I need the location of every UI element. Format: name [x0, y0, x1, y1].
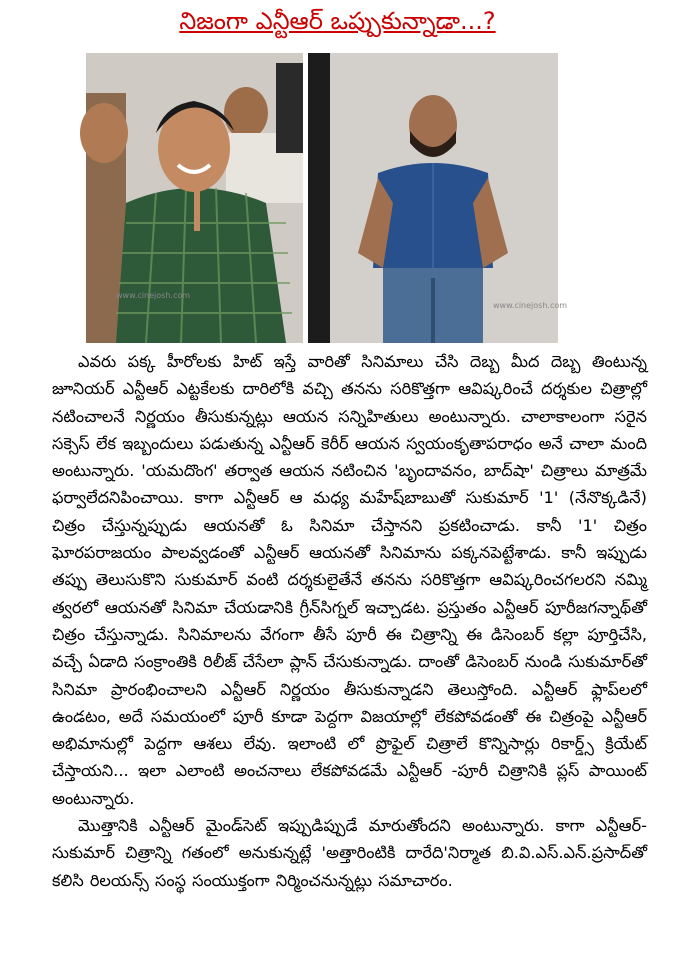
sukumar-photo [308, 53, 568, 343]
article-paragraph: మొత్తానికి ఎన్టీఆర్ మైండ్‌సెట్ ఇప్పుడిప్పుడే మారుతోందని అంటున్నారు. కాగా ఎన్టీఆర్-సుకుమార్ చిత్రాన్ని గతంలో అనుకున్నట్లే 'అత్తారింటికి దారేది'నిర్మాత బి.వి.ఎస్.ఎన్.ప్రసాద్‌తో కలిసి రిలయన్స్ సంస్థ సంయుక్తంగా నిర్మించనున్నట్లు సమాచారం. [52, 816, 647, 890]
article-body [52, 348, 647, 894]
title-bar [0, 0, 675, 46]
page-title: నిజంగా ఎన్టీఆర్ ఒప్పుకున్నాడా...? [179, 7, 496, 35]
ntr-photo [86, 53, 303, 343]
article-paragraph: ఎవరు పక్క హీరోలకు హిట్ ఇస్తే వారితో సినిమాలు చేసి దెబ్బ మీద దెబ్బ తింటున్న జూనియర్ ఎన్టీఆర్ ఎట్టకేలకు దారిలోకి వచ్చి తనను సరికొత్తగా ఆవిష్కరించే దర్శకుల చిత్రాల్లో నటించాలనే నిర్ణయం తీసుకున్నట్లు ఆయన సన్నిహితులు అంటున్నారు. చాలాకాలంగా సరైన సక్సెస్ లేక ఇబ్బందులు పడుతున్న ఎన్టీఆర్ కెరీర్ ఆయన స్వయంకృతాపరాధం అనే చాలా మంది అంటున్నారు. 'యమదొంగ' తర్వాత ఆయన నటించిన 'బృందావనం, బాద్‌షా' చిత్రాలు మాత్రమే ఫర్వాలేదనిపించాయి. కాగా ఎన్టీఆర్ ఆ మధ్య మహేష్‌బాబుతో సుకుమార్ '1' (నేనొక్కడినే) చిత్రం చేస్తున్నప్పుడు ఆయనతో ఓ సినిమా చేస్తానని ప్రకటించాడు. కానీ '1' చిత్రం ఘోరపరాజయం పాలవ్వడంతో ఎన్టీఆర్ ఆయనతో సినిమాను పక్కనపెట్టేశాడు. కానీ ఇప్పుడు తప్పు తెలుసుకొని సుకుమార్ వంటి దర్శకులైతేనే తనను సరికొత్తగా ఆవిష్కరించగలరని నమ్మి త్వరలో ఆయనతో సినిమా చేయడానికి గ్రీన్‌సిగ్నల్ ఇచ్చాడట. ప్రస్తుతం ఎన్టీఆర్ పూరీజగన్నాథ్‌తో చిత్రం చేస్తున్నాడు. సినిమాలను వేగంగా తీసే పూరీ ఈ చిత్రాన్ని ఈ డిసెంబర్ కల్లా పూర్తిచేసి, వచ్చే ఏడాది సంక్రాంతికి రిలీజ్ చేసేలా ప్లాన్ చేసుకున్నాడు. దాంతో డిసెంబర్ నుండి సుకుమార్‌తో సినిమా ప్రారంభించాలని ఎన్టీఆర్ నిర్ణయం తీసుకున్నాడని తెలుస్తోంది. ఎన్టీఆర్ ఫ్లాప్‌లలో ఉండటం, అదే సమయంలో పూరీ కూడా పెద్దగా విజయాల్లో లేకపోవడంతో ఈ చిత్రంపై ఎన్టీఆర్ అభిమానుల్లో పెద్దగా ఆశలు లేవు. ఇలాంటి లో ప్రొఫైల్ చిత్రాలే కొన్నిసార్లు రికార్డ్స్ క్రియేట్ చేస్తాయని... ఇలా ఎలాంటి అంచనాలు లేకపోవడమే ఎన్టీఆర్ -పూరీ చిత్రానికి ప్లస్ పాయింట్ అంటున్నారు. [52, 352, 647, 808]
watermark-left: www.cinejosh.com [116, 291, 191, 300]
watermark-right: www.cinejosh.com [493, 301, 568, 310]
